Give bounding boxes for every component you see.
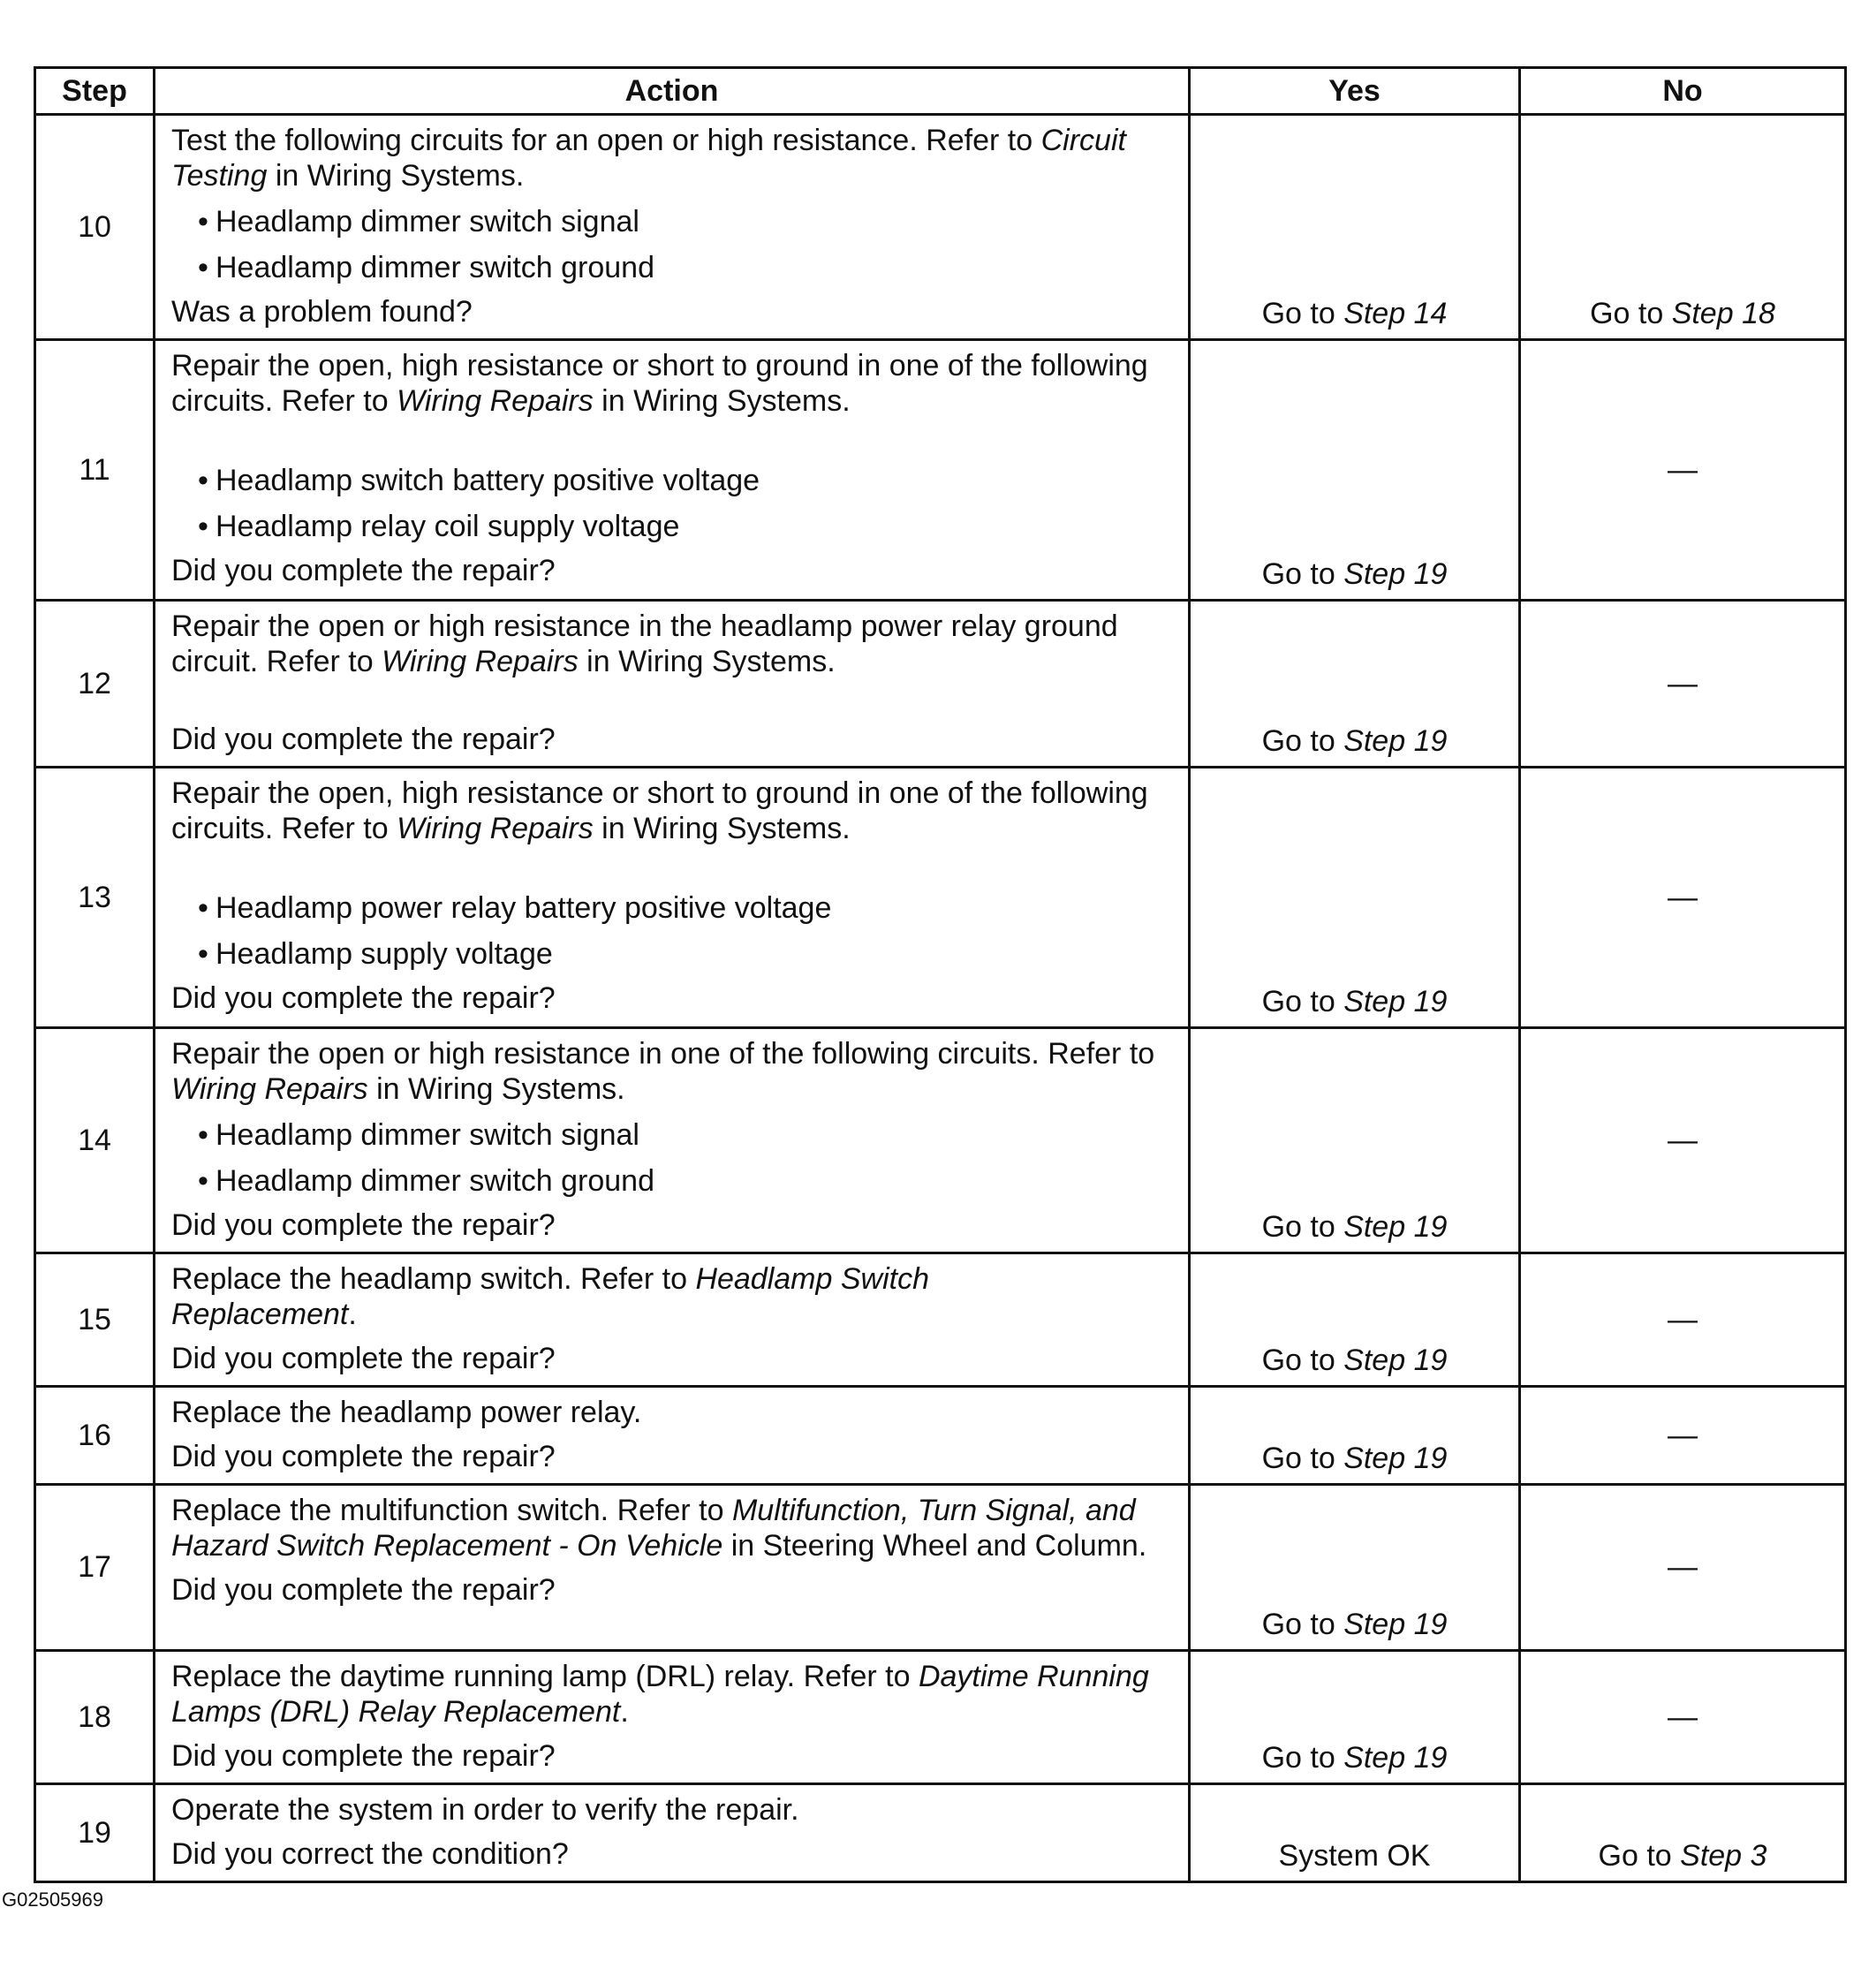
table-row [35, 1485, 1846, 1651]
action-cell [155, 1387, 1190, 1485]
step-number: 14 [35, 1028, 155, 1253]
action-text: Test the following circuits for an open or high resistance. Refer to Circuit Testing in Wiring Systems. [171, 124, 1126, 193]
step-number: 19 [35, 1784, 155, 1882]
step-number: 11 [35, 340, 155, 601]
yes-cell: System OK [1190, 1784, 1520, 1882]
action-cell [155, 1784, 1190, 1882]
step-number: 15 [35, 1253, 155, 1387]
header-row [35, 68, 1846, 115]
list-item: • Headlamp dimmer switch ground [171, 250, 1172, 285]
question: Did you complete the repair? [171, 981, 556, 1015]
question: Did you complete the repair? [171, 1440, 556, 1473]
no-cell: — [1520, 601, 1846, 768]
action-cell [155, 1485, 1190, 1651]
yes-cell: Go to Step 19 [1190, 601, 1520, 768]
table-row [35, 1028, 1846, 1253]
no-cell: Go to Step 18 [1520, 115, 1846, 340]
action-text: Repair the open or high resistance in one of the following circuits. Refer to Wiring Repairs in Wiring Systems. [171, 1037, 1155, 1106]
step-number: 13 [35, 768, 155, 1028]
action-cell [155, 1253, 1190, 1387]
action-text: Repair the open, high resistance or short to ground in one of the following circuits. Refer to Wiring Repairs in Wiring Systems. [171, 349, 1148, 418]
no-cell: — [1520, 1028, 1846, 1253]
question: Did you complete the repair? [171, 554, 556, 587]
table-row [35, 1651, 1846, 1784]
action-text: Replace the headlamp power relay. [171, 1396, 642, 1429]
question: Did you complete the repair? [171, 723, 556, 756]
yes-cell: Go to Step 19 [1190, 1651, 1520, 1784]
yes-cell: Go to Step 19 [1190, 340, 1520, 601]
action-cell [155, 1651, 1190, 1784]
circuit-list [171, 204, 1172, 285]
header-yes: Yes [1190, 68, 1520, 115]
action-cell [155, 1028, 1190, 1253]
no-cell: — [1520, 1387, 1846, 1485]
action-text: Replace the daytime running lamp (DRL) relay. Refer to Daytime Running Lamps (DRL) Relay Replacement. [171, 1660, 1149, 1729]
figure-id: G02505969 [2, 1889, 103, 1911]
list-item: • Headlamp dimmer switch ground [171, 1163, 1172, 1199]
yes-cell: Go to Step 19 [1190, 1253, 1520, 1387]
no-cell: — [1520, 768, 1846, 1028]
table-row [35, 601, 1846, 768]
step-number: 18 [35, 1651, 155, 1784]
circuit-list [171, 463, 1172, 544]
circuit-list [171, 1117, 1172, 1199]
header-action: Action [155, 68, 1190, 115]
table-row [35, 768, 1846, 1028]
action-text: Repair the open, high resistance or short to ground in one of the following circuits. Refer to Wiring Repairs in Wiring Systems. [171, 776, 1148, 845]
action-cell [155, 340, 1190, 601]
action-text: Repair the open or high resistance in the headlamp power relay ground circuit. Refer to Wiring Repairs in Wiring Systems. [171, 609, 1118, 678]
step-number: 16 [35, 1387, 155, 1485]
list-item: • Headlamp relay coil supply voltage [171, 509, 1172, 544]
action-cell [155, 601, 1190, 768]
list-item: • Headlamp dimmer switch signal [171, 1117, 1172, 1153]
question: Did you correct the condition? [171, 1837, 569, 1871]
step-number: 12 [35, 601, 155, 768]
step-number: 17 [35, 1485, 155, 1651]
no-cell: Go to Step 3 [1520, 1784, 1846, 1882]
yes-cell: Go to Step 19 [1190, 1028, 1520, 1253]
list-item: • Headlamp supply voltage [171, 936, 1172, 972]
yes-cell: Go to Step 19 [1190, 768, 1520, 1028]
action-cell [155, 115, 1190, 340]
no-cell: — [1520, 1651, 1846, 1784]
step-number: 10 [35, 115, 155, 340]
list-item: • Headlamp dimmer switch signal [171, 204, 1172, 239]
table-row [35, 115, 1846, 340]
diagnostic-table [34, 66, 1847, 1883]
table-row [35, 1253, 1846, 1387]
question: Did you complete the repair? [171, 1342, 556, 1375]
action-text: Replace the headlamp switch. Refer to Headlamp Switch Replacement. [171, 1262, 929, 1331]
list-item: • Headlamp switch battery positive voltage [171, 463, 1172, 498]
table-row [35, 1387, 1846, 1485]
circuit-list [171, 890, 1172, 972]
yes-cell: Go to Step 14 [1190, 115, 1520, 340]
list-item: • Headlamp power relay battery positive voltage [171, 890, 1172, 926]
question: Did you complete the repair? [171, 1208, 556, 1242]
table-row [35, 340, 1846, 601]
no-cell: — [1520, 340, 1846, 601]
table-row [35, 1784, 1846, 1882]
no-cell: — [1520, 1253, 1846, 1387]
no-cell: — [1520, 1485, 1846, 1651]
question: Did you complete the repair? [171, 1739, 556, 1773]
yes-cell: Go to Step 19 [1190, 1485, 1520, 1651]
action-text: Operate the system in order to verify the repair. [171, 1793, 799, 1827]
question: Was a problem found? [171, 295, 473, 329]
header-no: No [1520, 68, 1846, 115]
yes-cell: Go to Step 19 [1190, 1387, 1520, 1485]
action-text: Replace the multifunction switch. Refer to Multifunction, Turn Signal, and Hazard Switch Replacement - On Vehicle in Steering Wheel and Column. [171, 1494, 1147, 1563]
question: Did you complete the repair? [171, 1573, 556, 1607]
header-step: Step [35, 68, 155, 115]
action-cell [155, 768, 1190, 1028]
